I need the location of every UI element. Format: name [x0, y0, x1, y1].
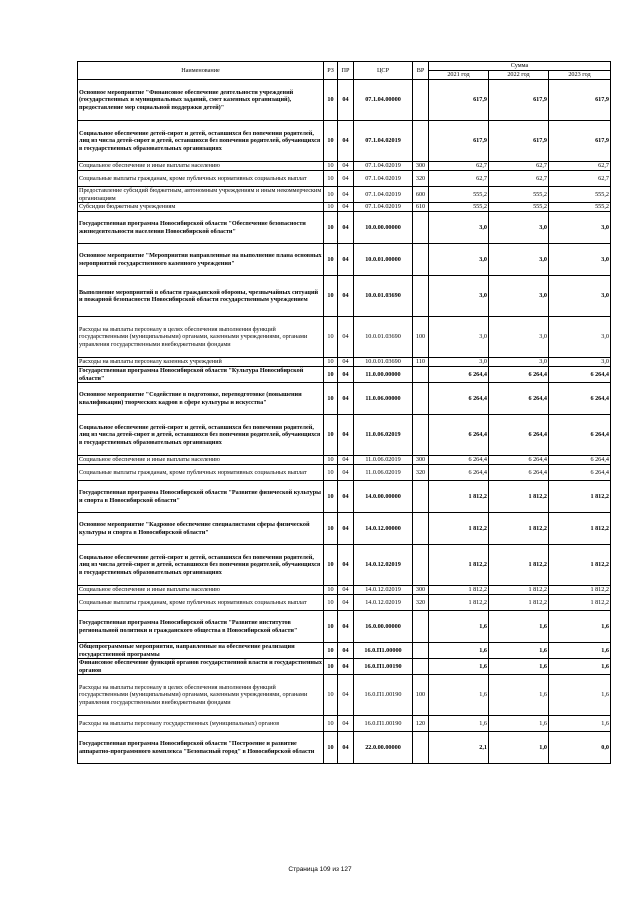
row-vr: 110 [413, 358, 429, 367]
row-rz: 10 [324, 456, 338, 465]
row-rz: 10 [324, 586, 338, 595]
row-csr: 14.0.12.02019 [354, 545, 413, 586]
row-value-2023: 6 264,4 [549, 415, 611, 456]
row-value-2023: 1 812,2 [549, 586, 611, 595]
row-value-2022: 1,0 [489, 732, 549, 764]
row-value-2022: 3,0 [489, 212, 549, 244]
row-name: Основное мероприятие "Мероприятия направленные на выполнение плана основных мероприятий государственного казенного учреждения" [78, 244, 324, 276]
row-pr: 04 [338, 586, 354, 595]
row-value-2021: 3,0 [429, 212, 489, 244]
row-value-2023: 1,6 [549, 659, 611, 675]
table-row [78, 732, 611, 764]
row-rz: 10 [324, 212, 338, 244]
row-value-2021: 62,7 [429, 162, 489, 171]
row-value-2021: 1 812,2 [429, 595, 489, 611]
page-number: Страница 109 из 127 [288, 866, 352, 873]
row-csr: 10.0.01.03690 [354, 317, 413, 358]
row-value-2021: 3,0 [429, 358, 489, 367]
row-name: Субсидии бюджетным учреждениям [78, 203, 324, 212]
row-name: Социальные выплаты гражданам, кроме публичных нормативных социальных выплат [78, 595, 324, 611]
row-vr: 300 [413, 162, 429, 171]
row-csr: 11.0.00.00000 [354, 367, 413, 383]
table-row [78, 545, 611, 586]
row-value-2023: 6 264,4 [549, 383, 611, 415]
row-value-2022: 1 812,2 [489, 586, 549, 595]
row-pr: 04 [338, 611, 354, 643]
row-value-2023: 6 264,4 [549, 465, 611, 481]
row-name: Основное мероприятие "Кадровое обеспечение специалистами сферы физической культуры и спорта в Новосибирской области" [78, 513, 324, 545]
row-pr: 04 [338, 187, 354, 203]
row-name: Финансовое обеспечение функций органов государственной власти и государственных органов [79, 659, 322, 674]
row-pr: 04 [338, 203, 354, 212]
row-csr: 14.0.12.02019 [354, 586, 413, 595]
row-vr [413, 481, 429, 513]
row-value-2021: 1,6 [429, 659, 489, 675]
row-value-2021: 62,7 [429, 171, 489, 187]
row-value-2022: 6 264,4 [489, 415, 549, 456]
row-vr [413, 415, 429, 456]
header-rz: РЗ [324, 62, 338, 80]
row-name: Государственная программа Новосибирской области "Обеспечение безопасности жизнедеятельности населения Новосибирской области" [78, 212, 324, 244]
row-csr: 14.0.12.02019 [354, 595, 413, 611]
row-value-2021: 1 812,2 [429, 513, 489, 545]
row-name: Расходы на выплаты персоналу государственных (муниципальных) органов [78, 716, 324, 732]
row-value-2023: 1 812,2 [549, 513, 611, 545]
row-value-2021: 6 264,4 [429, 383, 489, 415]
row-vr [413, 659, 429, 675]
table-row [78, 611, 611, 643]
table-row [78, 244, 611, 276]
row-csr: 11.0.06.00000 [354, 383, 413, 415]
table-row [78, 203, 611, 212]
table-row [78, 481, 611, 513]
row-csr: 07.1.04.02019 [354, 187, 413, 203]
row-csr: 16.0.00.00000 [354, 611, 413, 643]
row-vr: 300 [413, 586, 429, 595]
row-pr: 04 [338, 276, 354, 317]
row-vr [413, 513, 429, 545]
row-value-2022: 1 812,2 [489, 481, 549, 513]
row-value-2021: 1,6 [429, 716, 489, 732]
row-value-2023: 1,6 [549, 611, 611, 643]
row-value-2023: 3,0 [549, 212, 611, 244]
row-vr: 610 [413, 203, 429, 212]
table-row [78, 276, 611, 317]
row-value-2022: 1,6 [489, 611, 549, 643]
row-value-2023: 6 264,4 [549, 456, 611, 465]
row-value-2021: 6 264,4 [429, 456, 489, 465]
row-rz: 10 [324, 187, 338, 203]
row-name: Социальное обеспечение детей-сирот и детей, оставшихся без попечения родителей, лиц из числа детей-сирот и детей, оставшихся без попечения родителей, обучающихся в государственных образовательных организациях [78, 545, 324, 586]
row-name: Социальное обеспечение и иные выплаты населению [78, 586, 324, 595]
row-pr: 04 [338, 317, 354, 358]
row-value-2023: 6 264,4 [549, 367, 611, 383]
table-row [78, 121, 611, 162]
row-pr: 04 [338, 162, 354, 171]
row-csr: 14.0.00.00000 [354, 481, 413, 513]
row-value-2021: 617,9 [429, 80, 489, 121]
row-name: Социальные выплаты гражданам, кроме публичных нормативных социальных выплат [78, 465, 324, 481]
row-value-2022: 617,9 [489, 121, 549, 162]
row-vr: 600 [413, 187, 429, 203]
row-value-2021: 555,2 [429, 187, 489, 203]
row-pr: 04 [338, 358, 354, 367]
row-value-2021: 1 812,2 [429, 586, 489, 595]
row-vr [413, 545, 429, 586]
row-value-2022: 3,0 [489, 244, 549, 276]
row-value-2022: 3,0 [489, 276, 549, 317]
row-csr: 22.0.00.00000 [354, 732, 413, 764]
table-row [78, 187, 611, 203]
table-header [78, 62, 611, 80]
row-name: Государственная программа Новосибирской области "Развитие институтов региональной политики и гражданского общества в Новосибирской области" [78, 611, 324, 643]
row-name: Общепрограммные мероприятия, направленные на обеспечение реализации государственной программы [78, 643, 324, 659]
budget-table [77, 61, 611, 764]
row-value-2021: 555,2 [429, 203, 489, 212]
row-value-2021: 1,6 [429, 611, 489, 643]
row-vr: 120 [413, 716, 429, 732]
row-csr: 16.0.П1.00190 [354, 675, 413, 716]
row-csr: 11.0.06.02019 [354, 415, 413, 456]
header-year-2021: 2021 год [429, 71, 489, 80]
row-rz: 10 [324, 358, 338, 367]
row-vr [413, 383, 429, 415]
row-name: Социальное обеспечение детей-сирот и детей, оставшихся без попечения родителей, лиц из числа детей-сирот и детей, оставшихся без попечения родителей, обучающихся в государственных образовательных организациях [78, 415, 324, 456]
row-pr: 04 [338, 383, 354, 415]
row-value-2023: 62,7 [549, 162, 611, 171]
header-sum: Сумма [429, 62, 611, 71]
row-pr: 04 [338, 80, 354, 121]
row-rz: 10 [324, 732, 338, 764]
row-vr [413, 611, 429, 643]
row-name: Основное мероприятие "Содействие в подготовке, переподготовке (повышении квалификации) творческих кадров в сфере культуры и искусства" [78, 383, 324, 415]
row-csr: 11.0.06.02019 [354, 465, 413, 481]
header-name: Наименование [78, 62, 324, 80]
row-vr [413, 80, 429, 121]
row-value-2022: 62,7 [489, 162, 549, 171]
row-value-2021: 2,1 [429, 732, 489, 764]
row-value-2022: 1 812,2 [489, 513, 549, 545]
row-pr: 04 [338, 481, 354, 513]
row-vr: 300 [413, 456, 429, 465]
row-rz: 10 [324, 171, 338, 187]
row-name: Основное мероприятие "Финансовое обеспечение деятельности учреждений (государственных и муниципальных заданий, смет казенных организаций), предоставление мер социальной поддержки детей)" [78, 80, 324, 121]
header-year-2022: 2022 год [489, 71, 549, 80]
row-rz: 10 [324, 276, 338, 317]
table-row [78, 212, 611, 244]
row-vr [413, 212, 429, 244]
row-pr: 04 [338, 595, 354, 611]
row-rz: 10 [324, 203, 338, 212]
table-row [78, 643, 611, 659]
row-value-2023: 1,6 [549, 643, 611, 659]
row-value-2021: 1 812,2 [429, 545, 489, 586]
table-row [78, 162, 611, 171]
row-value-2022: 617,9 [489, 80, 549, 121]
row-value-2023: 3,0 [549, 244, 611, 276]
table-row [78, 659, 611, 675]
table-row [78, 716, 611, 732]
row-name: Предоставление субсидий бюджетным, автономным учреждениям и иным некоммерческим организациям [78, 187, 324, 203]
row-value-2022: 6 264,4 [489, 456, 549, 465]
row-vr: 320 [413, 465, 429, 481]
row-value-2021: 6 264,4 [429, 465, 489, 481]
row-csr: 16.0.П1.00190 [354, 716, 413, 732]
row-value-2023: 1,6 [549, 675, 611, 716]
row-value-2022: 555,2 [489, 203, 549, 212]
row-value-2022: 1 812,2 [489, 595, 549, 611]
row-value-2023: 555,2 [549, 187, 611, 203]
row-rz: 10 [324, 643, 338, 659]
row-pr: 04 [338, 456, 354, 465]
row-value-2021: 1 812,2 [429, 481, 489, 513]
row-value-2023: 3,0 [549, 276, 611, 317]
row-csr: 16.0.П1.00000 [354, 643, 413, 659]
row-value-2023: 62,7 [549, 171, 611, 187]
row-pr: 04 [338, 513, 354, 545]
row-value-2023: 1,6 [549, 716, 611, 732]
row-name: Государственная программа Новосибирской области "Построение и развитие аппаратно-программного комплекса "Безопасный город" в Новосибирской области [78, 732, 324, 764]
row-vr: 100 [413, 317, 429, 358]
row-pr: 04 [338, 732, 354, 764]
row-vr: 320 [413, 171, 429, 187]
row-name: Социальные выплаты гражданам, кроме публичных нормативных социальных выплат [78, 171, 324, 187]
row-rz: 10 [324, 716, 338, 732]
row-rz: 10 [324, 513, 338, 545]
table-row [78, 465, 611, 481]
row-pr: 04 [338, 675, 354, 716]
row-rz: 10 [324, 367, 338, 383]
row-rz: 10 [324, 611, 338, 643]
table-row [78, 358, 611, 367]
row-rz: 10 [324, 383, 338, 415]
row-value-2021: 3,0 [429, 317, 489, 358]
row-rz: 10 [324, 80, 338, 121]
table-row [78, 415, 611, 456]
row-vr [413, 244, 429, 276]
row-csr: 10.0.01.03690 [354, 276, 413, 317]
table-row [78, 586, 611, 595]
row-pr: 04 [338, 545, 354, 586]
table-row [78, 171, 611, 187]
row-value-2023: 1 812,2 [549, 545, 611, 586]
row-csr: 11.0.06.02019 [354, 456, 413, 465]
row-value-2021: 1,6 [429, 643, 489, 659]
row-rz: 10 [324, 545, 338, 586]
row-value-2022: 1 812,2 [489, 545, 549, 586]
row-name: Выполнение мероприятий в области гражданской обороны, чрезвычайных ситуаций и пожарной безопасности Новосибирской области государственным учреждением [78, 276, 324, 317]
row-pr: 04 [338, 121, 354, 162]
row-pr: 04 [338, 659, 354, 675]
row-value-2021: 3,0 [429, 244, 489, 276]
row-name: Государственная программа Новосибирской области "Культура Новосибирской области" [78, 367, 324, 383]
row-vr [413, 643, 429, 659]
header-pr: ПР [338, 62, 354, 80]
row-pr: 04 [338, 212, 354, 244]
table-row [78, 513, 611, 545]
row-vr [413, 276, 429, 317]
row-pr: 04 [338, 171, 354, 187]
row-pr: 04 [338, 367, 354, 383]
row-name: Государственная программа Новосибирской области "Развитие физической культуры и спорта в Новосибирской области" [78, 481, 324, 513]
row-value-2023: 0,0 [549, 732, 611, 764]
row-vr [413, 121, 429, 162]
row-name: Социальное обеспечение детей-сирот и детей, оставшихся без попечения родителей, лиц из числа детей-сирот и детей, оставшихся без попечения родителей, обучающихся в государственных образовательных организациях [78, 121, 324, 162]
row-rz: 10 [324, 121, 338, 162]
row-value-2023: 555,2 [549, 203, 611, 212]
row-rz: 10 [324, 481, 338, 513]
row-rz: 10 [324, 659, 338, 675]
row-name: Расходы на выплаты персоналу казенных учреждений [78, 358, 324, 367]
row-csr: 10.0.01.03690 [354, 358, 413, 367]
row-value-2023: 1 812,2 [549, 481, 611, 513]
row-pr: 04 [338, 716, 354, 732]
table-row [78, 367, 611, 383]
row-value-2023: 617,9 [549, 121, 611, 162]
table-body [78, 80, 611, 764]
row-csr: 10.0.01.00000 [354, 244, 413, 276]
row-rz: 10 [324, 244, 338, 276]
row-csr: 07.1.04.02019 [354, 171, 413, 187]
row-value-2022: 1,6 [489, 659, 549, 675]
row-csr: 07.1.04.02019 [354, 162, 413, 171]
row-csr: 10.0.00.00000 [354, 212, 413, 244]
row-value-2022: 1,6 [489, 643, 549, 659]
row-value-2023: 3,0 [549, 317, 611, 358]
row-csr: 07.1.04.02019 [354, 121, 413, 162]
row-value-2022: 3,0 [489, 317, 549, 358]
row-csr: 14.0.12.00000 [354, 513, 413, 545]
row-rz: 10 [324, 595, 338, 611]
row-value-2021: 617,9 [429, 121, 489, 162]
row-value-2021: 1,6 [429, 675, 489, 716]
row-value-2022: 6 264,4 [489, 383, 549, 415]
row-value-2022: 1,6 [489, 675, 549, 716]
row-value-2023: 1 812,2 [549, 595, 611, 611]
row-value-2021: 6 264,4 [429, 367, 489, 383]
row-value-2021: 6 264,4 [429, 415, 489, 456]
row-value-2022: 62,7 [489, 171, 549, 187]
header-vr: ВР [413, 62, 429, 80]
row-value-2022: 6 264,4 [489, 465, 549, 481]
row-rz: 10 [324, 465, 338, 481]
table-row [78, 383, 611, 415]
row-value-2022: 3,0 [489, 358, 549, 367]
row-vr [413, 732, 429, 764]
row-value-2022: 1,6 [489, 716, 549, 732]
row-value-2022: 6 264,4 [489, 367, 549, 383]
row-rz: 10 [324, 415, 338, 456]
table-row [78, 80, 611, 121]
table-row [78, 595, 611, 611]
row-name: Социальное обеспечение и иные выплаты населению [78, 162, 324, 171]
row-name: Расходы на выплаты персоналу в целях обеспечения выполнения функций государственными (муниципальными) органами, казенными учреждениями, органами управления государственными внебюджетными фондами [78, 317, 324, 358]
row-value-2023: 617,9 [549, 80, 611, 121]
row-csr: 07.1.04.00000 [354, 80, 413, 121]
row-csr: 16.0.П1.00190 [354, 659, 413, 675]
row-csr: 07.1.04.02019 [354, 203, 413, 212]
row-vr: 320 [413, 595, 429, 611]
row-rz: 10 [324, 162, 338, 171]
row-pr: 04 [338, 415, 354, 456]
row-value-2022: 555,2 [489, 187, 549, 203]
row-pr: 04 [338, 465, 354, 481]
row-pr: 04 [338, 244, 354, 276]
row-vr [413, 367, 429, 383]
row-rz: 10 [324, 317, 338, 358]
row-name: Социальное обеспечение и иные выплаты населению [78, 456, 324, 465]
table-row [78, 456, 611, 465]
row-name: Расходы на выплаты персоналу в целях обеспечения выполнения функций государственными (муниципальными) органами, казенными учреждениями, органами управления государственными внебюджетными фондами [78, 675, 324, 716]
row-pr: 04 [338, 643, 354, 659]
row-rz: 10 [324, 675, 338, 716]
header-csr: ЦСР [354, 62, 413, 80]
row-value-2023: 3,0 [549, 358, 611, 367]
table-row [78, 675, 611, 716]
header-year-2023: 2023 год [549, 71, 611, 80]
row-value-2021: 3,0 [429, 276, 489, 317]
row-vr: 100 [413, 675, 429, 716]
table-row [78, 317, 611, 358]
